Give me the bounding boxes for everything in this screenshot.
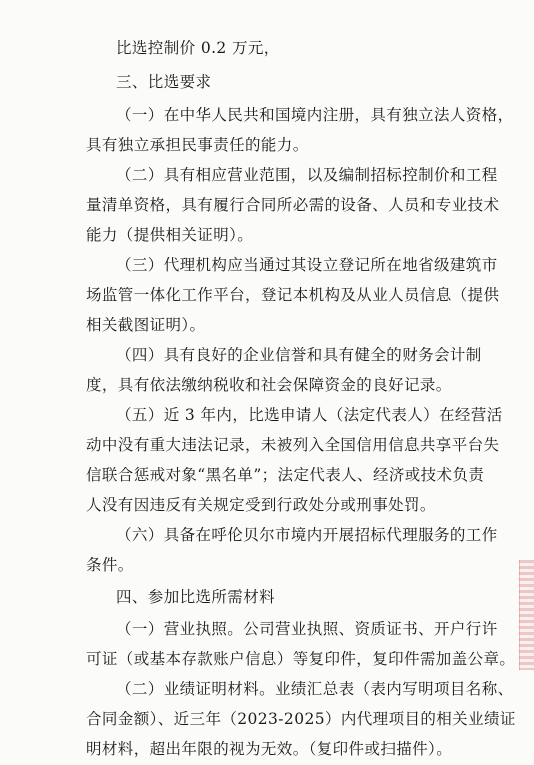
paragraph-line: 合同金额）、近三年（2023-2025）内代理项目的相关业绩证 [86, 710, 516, 728]
paragraph-line: 可证（或基本存款账户信息）等复印件，复印件需加盖公章。 [86, 650, 516, 668]
paragraph-line: 明材料，超出年限的视为无效。（复印件或扫描件）。 [86, 740, 453, 758]
paragraph-line: （二）业绩证明材料。业绩汇总表（表内写明项目名称、 [116, 680, 514, 698]
paragraph-line: 条件。 [86, 556, 134, 574]
paragraph-line: （一）在中华人民共和国境内注册，具有独立法人资格， [116, 106, 514, 124]
paragraph-line: 具有独立承担民事责任的能力。 [86, 136, 309, 154]
paragraph-line: 相关截图证明）。 [86, 316, 206, 334]
paragraph-line: 度，具有依法缴纳税收和社会保障资金的良好记录。 [86, 376, 452, 394]
paragraph-line: 比选控制价 0.2 万元， [116, 39, 280, 57]
paragraph-line: （五）近 3 年内，比选申请人（法定代表人）在经营活 [116, 406, 503, 424]
paragraph-line: 人没有因违反有关规定受到行政处分或刑事处罚。 [86, 496, 436, 514]
paragraph-line: （二）具有相应营业范围，以及编制招标控制价和工程 [116, 166, 498, 184]
paragraph-line: 信联合惩戒对象“黑名单”；法定代表人、经济或技术负责 [86, 466, 485, 484]
paragraph-line: 能力（提供相关证明）。 [86, 226, 254, 244]
seal-stamp-edge [519, 560, 534, 670]
paragraph-line: （三）代理机构应当通过其设立登记所在地省级建筑市 [116, 256, 498, 274]
section-heading-materials: 四、参加比选所需材料 [116, 588, 276, 606]
paragraph-line: （四）具有良好的企业信誉和具有健全的财务会计制 [116, 346, 482, 364]
paragraph-line: （一）营业执照。公司营业执照、资质证书、开户行许 [116, 620, 498, 638]
paragraph-line: 动中没有重大违法记录，未被列入全国信用信息共享平台失 [86, 436, 500, 454]
section-heading-requirements: 三、比选要求 [116, 73, 212, 91]
paragraph-line: （六）具备在呼伦贝尔市境内开展招标代理服务的工作 [116, 526, 498, 544]
paragraph-line: 场监管一体化工作平台，登记本机构及从业人员信息（提供 [86, 286, 500, 304]
paragraph-line: 量清单资格，具有履行合同所必需的设备、人员和专业技术 [86, 196, 500, 214]
